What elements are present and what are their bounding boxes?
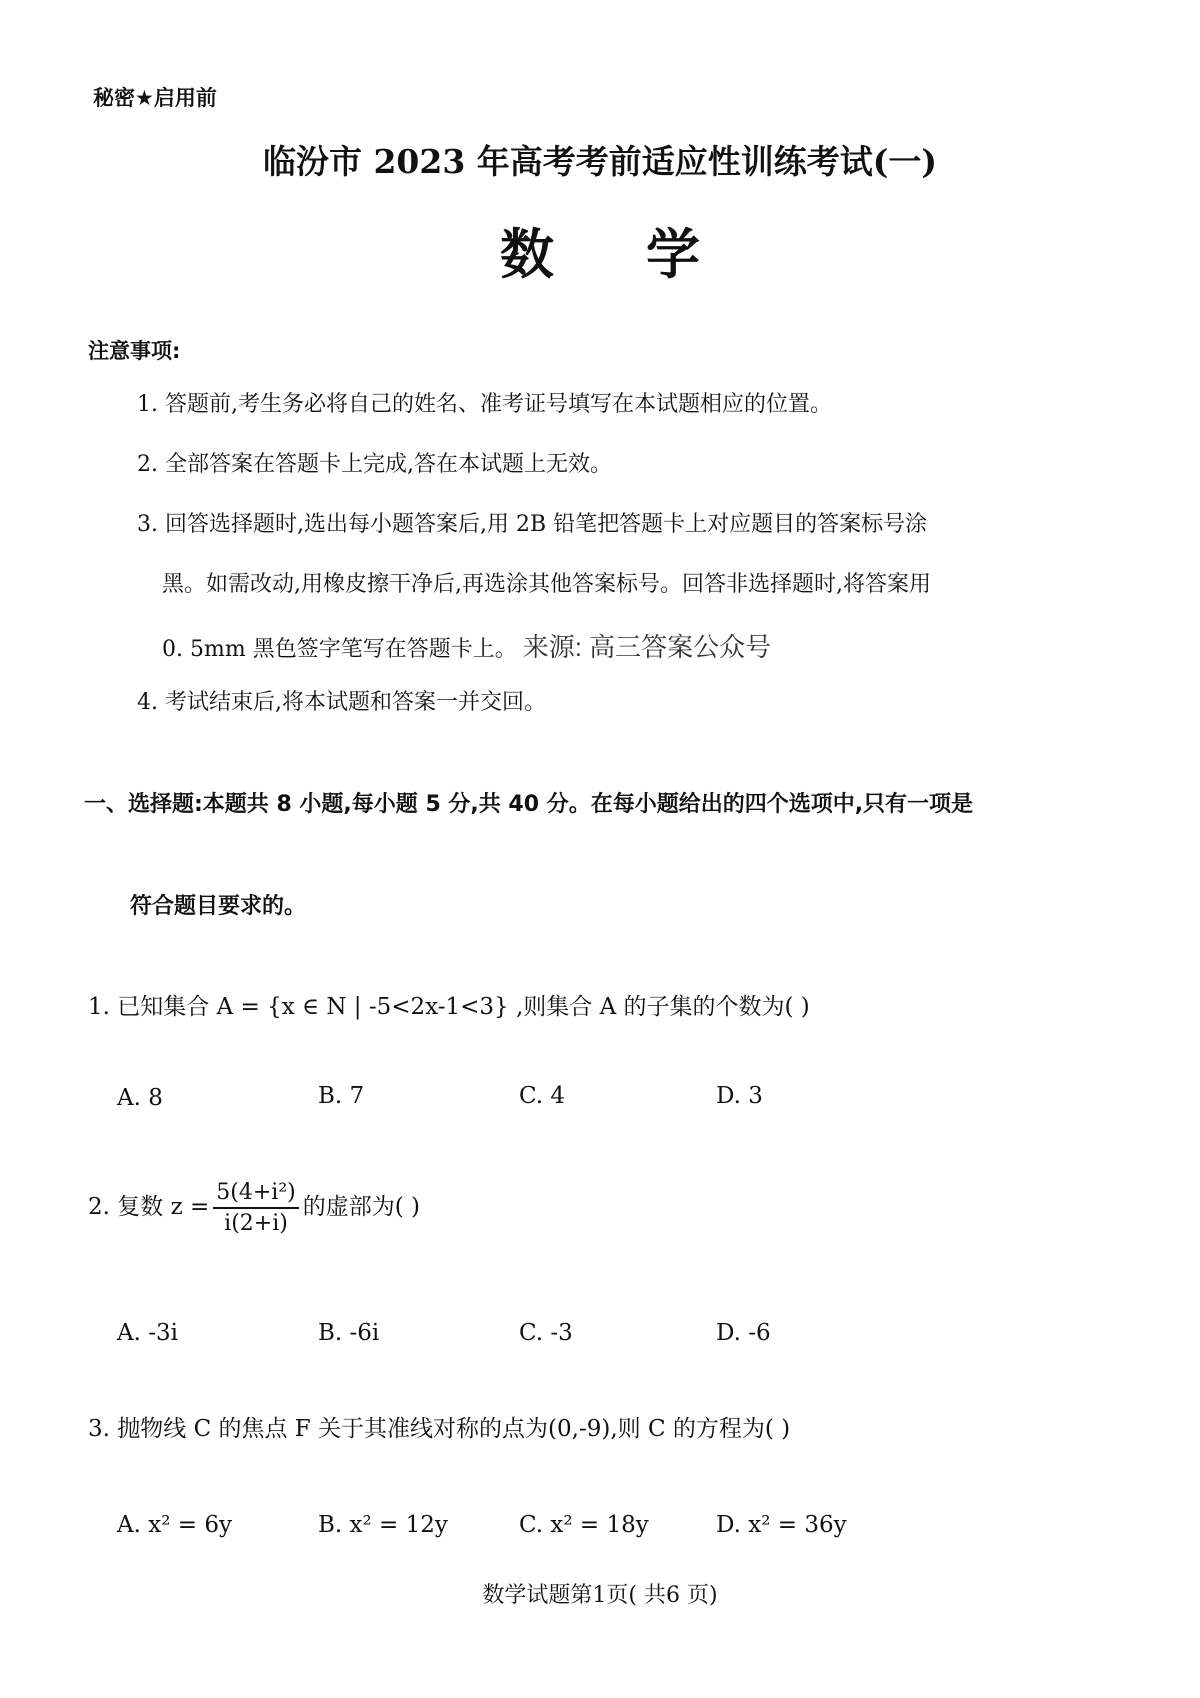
confidential-label: 秘密★启用前 xyxy=(93,86,217,110)
question-1-option-c: C. 4 xyxy=(519,1083,566,1109)
subject-title: 数学 xyxy=(500,223,792,286)
fraction-denominator: i(2+i) xyxy=(224,1211,288,1236)
page-footer: 数学试题第1页( 共6 页) xyxy=(482,1583,718,1608)
question-1-option-d: D. 3 xyxy=(716,1083,763,1109)
question-2-option-c: C. -3 xyxy=(519,1320,573,1346)
source-watermark: 来源: 高三答案公众号 xyxy=(522,632,772,662)
question-2-fraction xyxy=(213,1180,298,1236)
fraction-numerator: 5(4+i²) xyxy=(213,1180,298,1209)
notice-item-1: 1. 答题前,考生务必将自己的姓名、准考证号填写在本试题相应的位置。 xyxy=(137,392,832,417)
question-3-option-d: D. x² = 36y xyxy=(716,1512,847,1538)
question-1-option-a: A. 8 xyxy=(117,1085,163,1111)
question-2-option-a: A. -3i xyxy=(117,1320,178,1346)
exam-title: 临汾市 2023 年高考考前适应性训练考试(一) xyxy=(262,142,938,181)
section-heading-cont: 符合题目要求的。 xyxy=(130,894,307,919)
question-1-stem: 1. 已知集合 A = {x ∈ N | -5<2x-1<3} ,则集合 A 的子集的个数为( ) xyxy=(88,994,810,1020)
notice-item-3-cont-1: 黑。如需改动,用橡皮擦干净后,再选涂其他答案标号。回答非选择题时,将答案用 xyxy=(162,572,931,597)
notice-item-2: 2. 全部答案在答题卡上完成,答在本试题上无效。 xyxy=(137,452,612,477)
notice-heading: 注意事项: xyxy=(88,339,181,363)
question-2-option-b: B. -6i xyxy=(318,1320,380,1346)
notice-item-4: 4. 考试结束后,将本试题和答案一并交回。 xyxy=(137,690,546,715)
question-2-option-d: D. -6 xyxy=(716,1320,771,1346)
notice-item-3-cont-2 xyxy=(162,627,771,664)
question-2-stem-prefix: 2. 复数 z = xyxy=(88,1194,210,1220)
question-3-option-a: A. x² = 6y xyxy=(117,1512,232,1538)
question-3-stem: 3. 抛物线 C 的焦点 F 关于其准线对称的点为(0,-9),则 C 的方程为( ) xyxy=(88,1416,791,1442)
notice-item-3: 3. 回答选择题时,选出每小题答案后,用 2B 铅笔把答题卡上对应题目的答案标号涂 xyxy=(137,512,928,537)
section-heading: 一、选择题:本题共 8 小题,每小题 5 分,共 40 分。在每小题给出的四个选项中,只有一项是 xyxy=(84,792,974,817)
question-2-stem-suffix: 的虚部为( ) xyxy=(302,1194,420,1220)
question-2-stem xyxy=(88,1180,420,1236)
question-1-option-b: B. 7 xyxy=(318,1083,365,1109)
notice-item-3-cont-2-text: 0. 5mm 黑色签字笔写在答题卡上。 xyxy=(162,637,517,662)
question-3-option-b: B. x² = 12y xyxy=(318,1512,448,1538)
question-3-option-c: C. x² = 18y xyxy=(519,1512,649,1538)
